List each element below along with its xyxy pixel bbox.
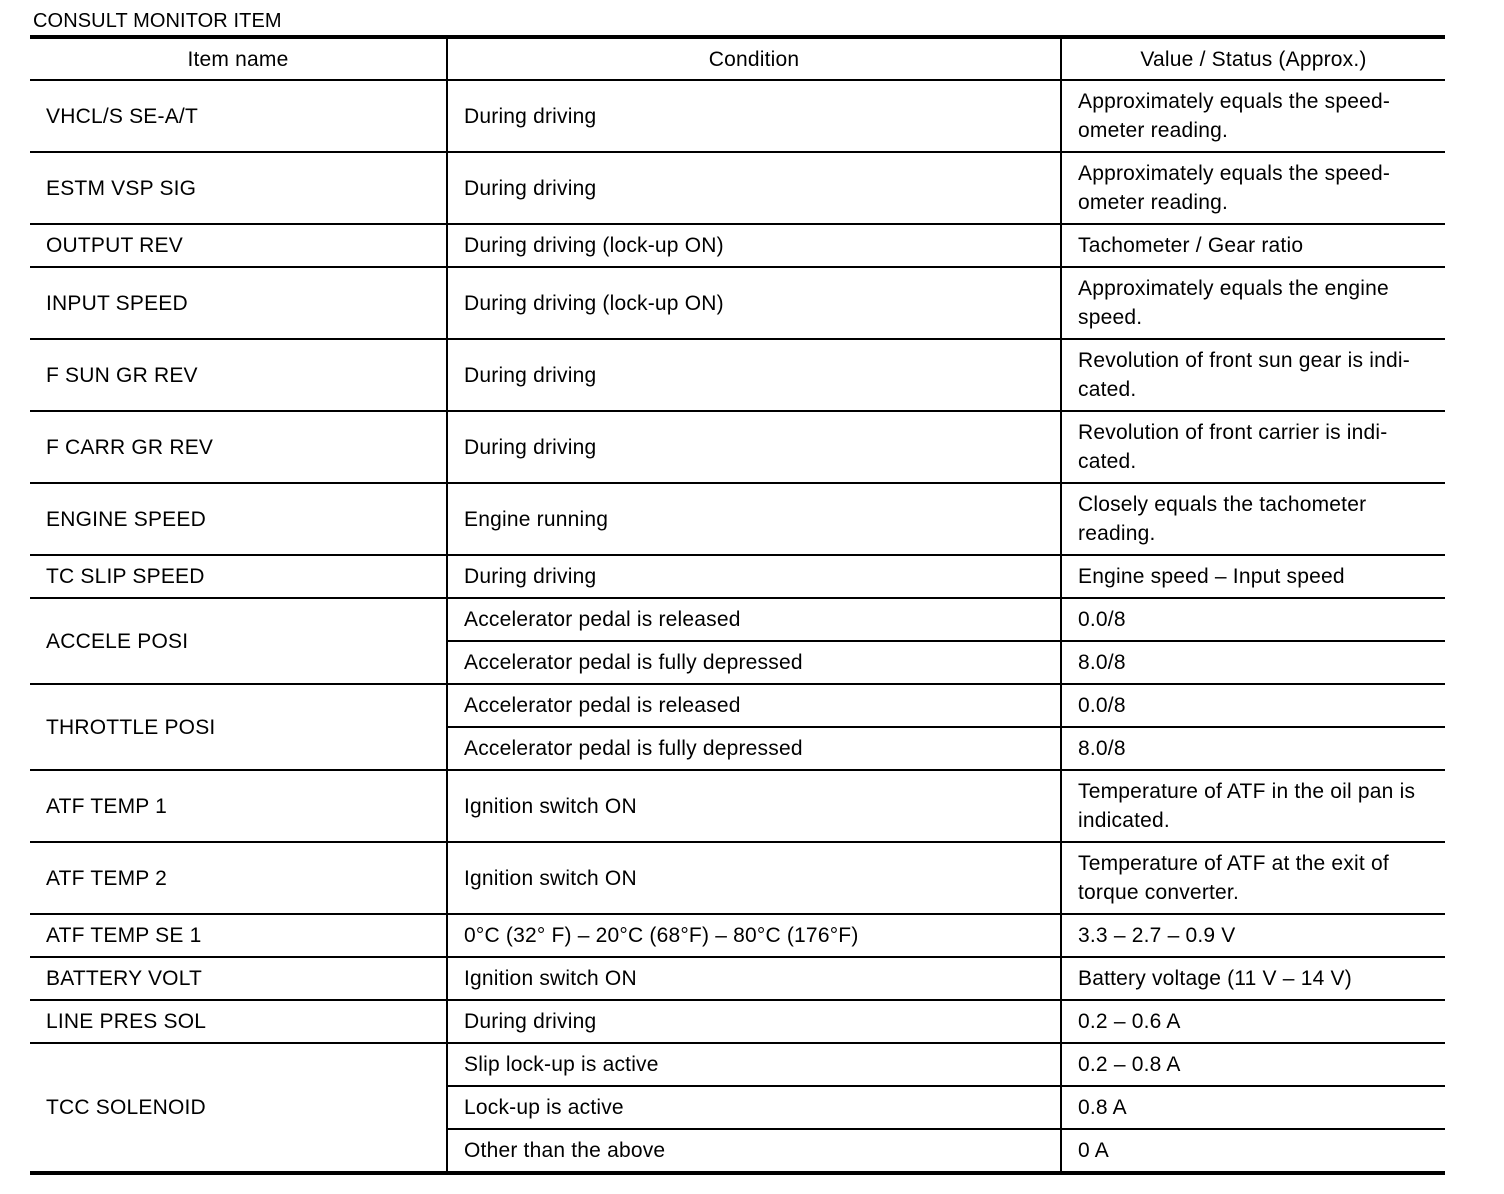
header-value-status: Value / Status (Approx.): [1061, 37, 1445, 80]
condition-cell: Other than the above: [447, 1129, 1061, 1173]
table-row: [30, 914, 1445, 957]
table-row: [30, 483, 1445, 555]
header-row: [30, 37, 1445, 80]
condition-cell: During driving: [447, 1000, 1061, 1043]
table-caption: CONSULT MONITOR ITEM: [33, 10, 282, 32]
item-name-cell: INPUT SPEED: [30, 267, 447, 339]
value-cell: 8.0/8: [1061, 727, 1445, 770]
condition-cell: Lock-up is active: [447, 1086, 1061, 1129]
item-name-cell: ENGINE SPEED: [30, 483, 447, 555]
condition-cell: During driving: [447, 152, 1061, 224]
value-cell: Closely equals the tachometer reading.: [1061, 483, 1445, 555]
item-name-cell: LINE PRES SOL: [30, 1000, 447, 1043]
item-name-cell: TC SLIP SPEED: [30, 555, 447, 598]
condition-cell: During driving: [447, 555, 1061, 598]
condition-cell: Accelerator pedal is fully depressed: [447, 727, 1061, 770]
item-name-cell: ATF TEMP 1: [30, 770, 447, 842]
header-item-name: Item name: [30, 37, 447, 80]
condition-cell: During driving (lock-up ON): [447, 267, 1061, 339]
condition-cell: Accelerator pedal is fully depressed: [447, 641, 1061, 684]
condition-cell: Slip lock-up is active: [447, 1043, 1061, 1086]
value-cell: 8.0/8: [1061, 641, 1445, 684]
value-cell: 0.0/8: [1061, 684, 1445, 727]
table-row: [30, 770, 1445, 842]
table-row: [30, 555, 1445, 598]
value-cell: Temperature of ATF at the exit of torque converter.: [1061, 842, 1445, 914]
value-cell: 0.0/8: [1061, 598, 1445, 641]
condition-cell: During driving (lock-up ON): [447, 224, 1061, 267]
value-cell: Revolution of front carrier is indi-cated.: [1061, 411, 1445, 483]
condition-cell: Accelerator pedal is released: [447, 598, 1061, 641]
item-name-cell: F CARR GR REV: [30, 411, 447, 483]
value-cell: 0.2 – 0.6 A: [1061, 1000, 1445, 1043]
table-row: [30, 152, 1445, 224]
table-row: [30, 224, 1445, 267]
table-row: [30, 957, 1445, 1000]
value-cell: Approximately equals the engine speed.: [1061, 267, 1445, 339]
value-cell: 0.8 A: [1061, 1086, 1445, 1129]
condition-cell: Ignition switch ON: [447, 957, 1061, 1000]
item-name-cell: ACCELE POSI: [30, 598, 447, 684]
value-cell: Approximately equals the speed-ometer reading.: [1061, 152, 1445, 224]
table-row: [30, 80, 1445, 152]
value-cell: Revolution of front sun gear is indi-cated.: [1061, 339, 1445, 411]
condition-cell: Engine running: [447, 483, 1061, 555]
table-row: [30, 339, 1445, 411]
condition-cell: Accelerator pedal is released: [447, 684, 1061, 727]
item-name-cell: VHCL/S SE-A/T: [30, 80, 447, 152]
condition-cell: During driving: [447, 411, 1061, 483]
item-name-cell: ATF TEMP 2: [30, 842, 447, 914]
item-name-cell: ATF TEMP SE 1: [30, 914, 447, 957]
item-name-cell: ESTM VSP SIG: [30, 152, 447, 224]
item-name-cell: F SUN GR REV: [30, 339, 447, 411]
value-cell: 0.2 – 0.8 A: [1061, 1043, 1445, 1086]
value-cell: Approximately equals the speed-ometer reading.: [1061, 80, 1445, 152]
table-row: [30, 267, 1445, 339]
item-name-cell: BATTERY VOLT: [30, 957, 447, 1000]
table-row: [30, 1000, 1445, 1043]
table-row: [30, 684, 1445, 727]
consult-monitor-table: [30, 35, 1445, 1175]
condition-cell: Ignition switch ON: [447, 770, 1061, 842]
table-row: [30, 842, 1445, 914]
value-cell: 3.3 – 2.7 – 0.9 V: [1061, 914, 1445, 957]
value-cell: 0 A: [1061, 1129, 1445, 1173]
table-row: [30, 598, 1445, 641]
condition-cell: During driving: [447, 80, 1061, 152]
condition-cell: Ignition switch ON: [447, 842, 1061, 914]
header-condition: Condition: [447, 37, 1061, 80]
value-cell: Battery voltage (11 V – 14 V): [1061, 957, 1445, 1000]
value-cell: Engine speed – Input speed: [1061, 555, 1445, 598]
table-row: [30, 1043, 1445, 1086]
condition-cell: 0°C (32° F) – 20°C (68°F) – 80°C (176°F): [447, 914, 1061, 957]
value-cell: Temperature of ATF in the oil pan is indicated.: [1061, 770, 1445, 842]
item-name-cell: TCC SOLENOID: [30, 1043, 447, 1173]
condition-cell: During driving: [447, 339, 1061, 411]
table-row: [30, 411, 1445, 483]
value-cell: Tachometer / Gear ratio: [1061, 224, 1445, 267]
item-name-cell: OUTPUT REV: [30, 224, 447, 267]
item-name-cell: THROTTLE POSI: [30, 684, 447, 770]
